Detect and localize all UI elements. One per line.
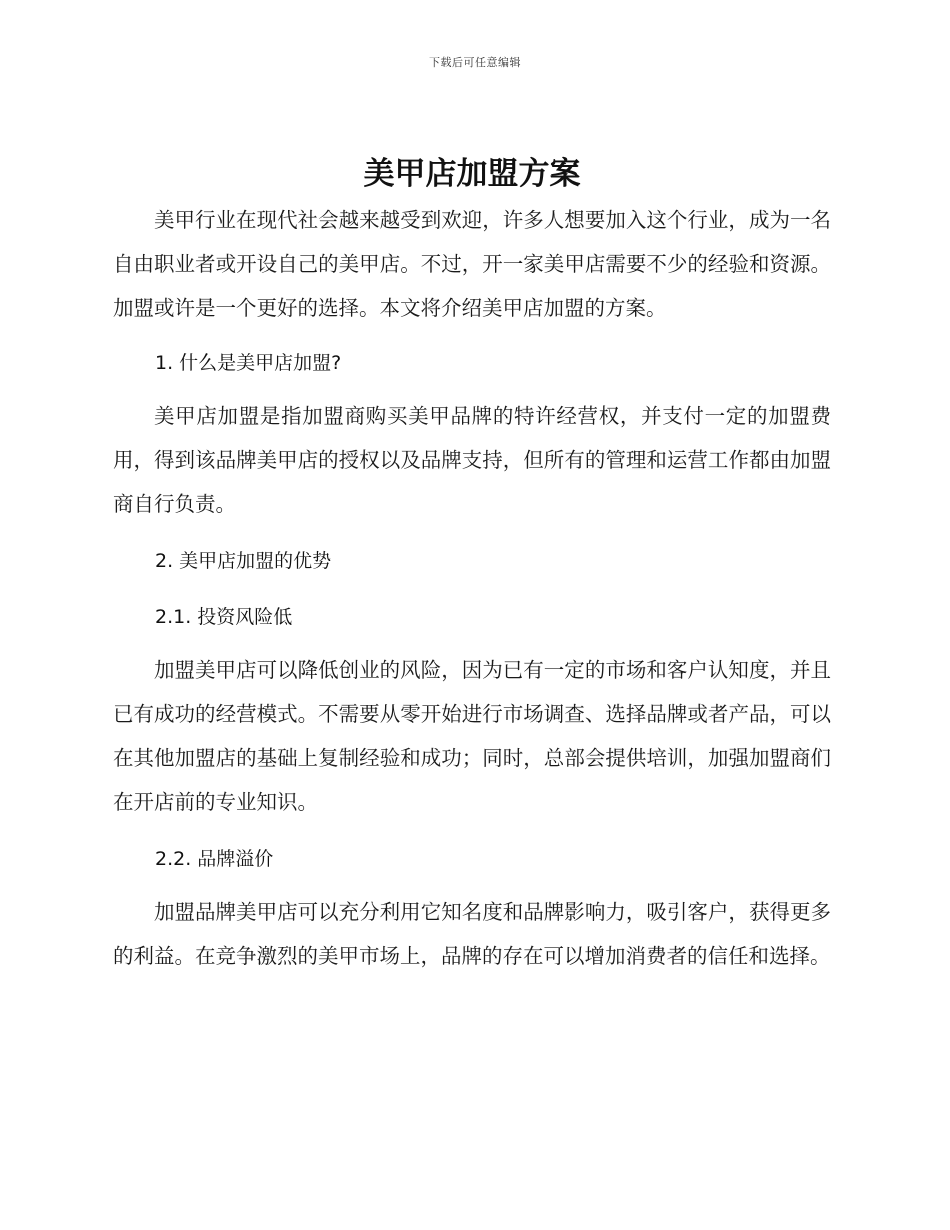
section-2-1-paragraph: 加盟美甲店可以降低创业的风险，因为已有一定的市场和客户认知度，并且已有成功的经营模式。不需要从零开始进行市场调查、选择品牌或者产品，可以在其他加盟店的基础上复制经验和成功；同时，总部会提供培训，加强加盟商们在开店前的专业知识。: [113, 658, 831, 814]
section-heading-2-2: 2.2. 品牌溢价: [155, 848, 274, 870]
section-1-paragraph: 美甲店加盟是指加盟商购买美甲品牌的特许经营权，并支付一定的加盟费用，得到该品牌美甲店的授权以及品牌支持，但所有的管理和运营工作都由加盟商自行负责。: [113, 404, 831, 516]
document-title: 美甲店加盟方案: [363, 156, 581, 192]
section-heading-2: 2. 美甲店加盟的优势: [155, 550, 332, 572]
section-heading-2-1: 2.1. 投资风险低: [155, 606, 293, 628]
section-heading-1: 1. 什么是美甲店加盟?: [155, 352, 342, 374]
intro-paragraph: 美甲行业在现代社会越来越受到欢迎，许多人想要加入这个行业，成为一名自由职业者或开设自己的美甲店。不过，开一家美甲店需要不少的经验和资源。加盟或许是一个更好的选择。本文将介绍美甲店加盟的方案。: [113, 208, 831, 320]
section-2-2-paragraph: 加盟品牌美甲店可以充分利用它知名度和品牌影响力，吸引客户，获得更多的利益。在竞争激烈的美甲市场上，品牌的存在可以增加消费者的信任和选择。: [113, 900, 831, 968]
document-body: [113, 150, 831, 978]
page-header-note: 下载后可任意编辑: [429, 56, 521, 69]
